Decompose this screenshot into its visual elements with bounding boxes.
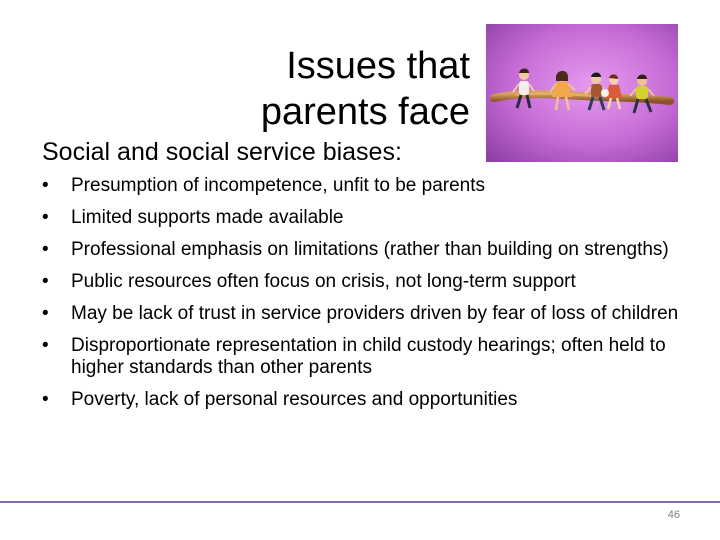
title-line: Issues that bbox=[286, 45, 470, 88]
bullet-text: May be lack of trust in service providers driven by fear of loss of children bbox=[71, 303, 679, 324]
title-line: parents face bbox=[260, 91, 470, 134]
bullet-icon: • bbox=[42, 271, 49, 292]
section-heading: Social and social service biases: bbox=[42, 138, 402, 166]
bullet-item bbox=[42, 389, 702, 411]
miniature-people-on-branch-photo bbox=[486, 24, 678, 162]
bullet-text: Presumption of incompetence, unfit to be parents bbox=[71, 175, 486, 196]
bullet-text: Disproportionate representation in child custody hearings; often held to higher standards than other parents bbox=[71, 335, 666, 378]
bullet-item bbox=[42, 207, 702, 229]
page-number: 46 bbox=[667, 509, 680, 521]
bullet-item bbox=[42, 175, 702, 197]
bullet-item bbox=[42, 239, 702, 261]
bullet-list bbox=[42, 175, 702, 421]
bullet-icon: • bbox=[42, 389, 49, 410]
bullet-icon: • bbox=[42, 207, 49, 228]
bullet-item bbox=[42, 303, 702, 325]
bullet-icon: • bbox=[42, 303, 49, 324]
bullet-text: Public resources often focus on crisis, not long-term support bbox=[71, 271, 576, 292]
bullet-item bbox=[42, 271, 702, 293]
bullet-text: Professional emphasis on limitations (rather than building on strengths) bbox=[71, 239, 669, 260]
bullet-icon: • bbox=[42, 239, 49, 260]
bullet-text: Limited supports made available bbox=[71, 207, 344, 228]
bullet-icon: • bbox=[42, 335, 49, 356]
footer-divider bbox=[0, 501, 720, 503]
bullet-icon: • bbox=[42, 175, 49, 196]
bullet-text: Poverty, lack of personal resources and opportunities bbox=[71, 389, 518, 410]
bullet-item bbox=[42, 335, 702, 379]
slide-title bbox=[200, 43, 470, 135]
